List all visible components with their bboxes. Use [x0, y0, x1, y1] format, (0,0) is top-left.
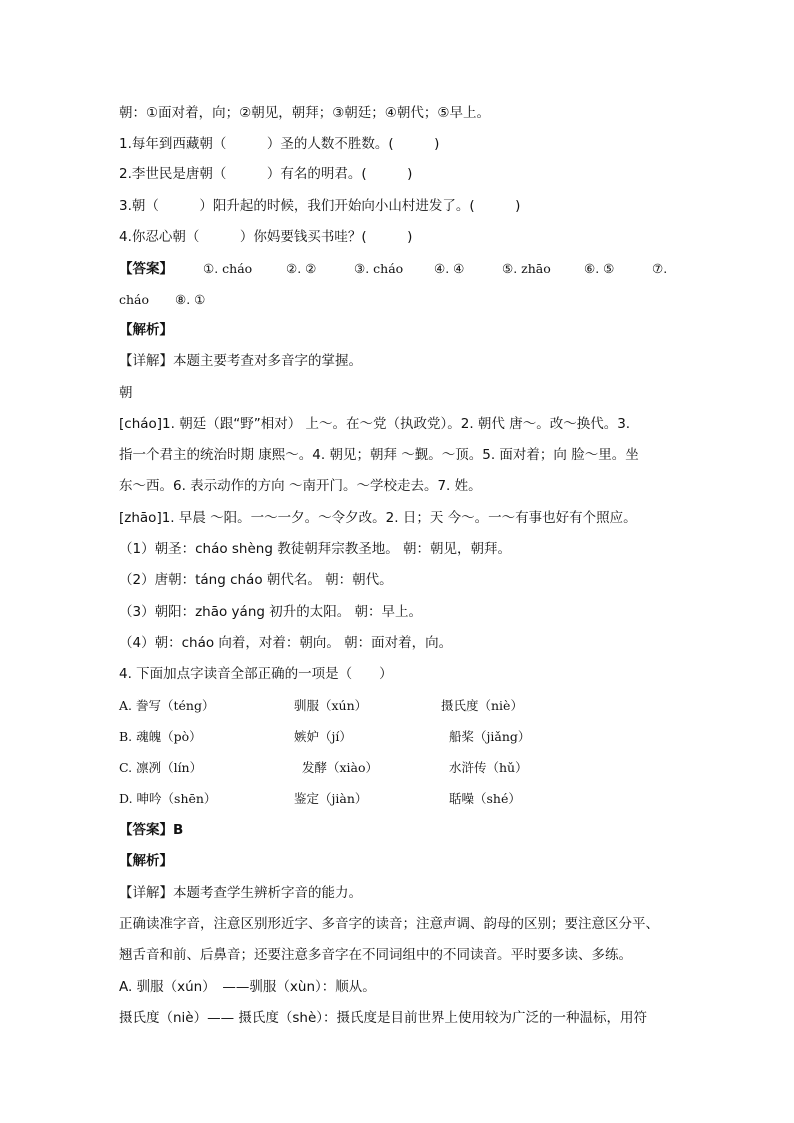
question-line: 4.你忍心朝（ ）你妈要钱买书哇？( ) — [119, 229, 413, 245]
option-a-item: 驯服（xún） — [294, 698, 368, 713]
answer-item: ②. ② — [286, 261, 317, 276]
text-line: （3）朝阳：zhāo yáng 初升的太阳。 朝：早上。 — [119, 604, 423, 620]
analysis-heading: 【解析】 — [119, 322, 173, 338]
text-line: 正确读准字音，注意区别形近字、多音字的读音；注意声调、韵母的区别；要注意区分平、 — [119, 916, 659, 932]
option-a-item: 摄氏度（niè） — [441, 698, 523, 713]
answer-item: ④. ④ — [434, 261, 465, 276]
answer-line: 【答案】B — [119, 822, 184, 838]
option-a-item: A. 誊写（téng） — [119, 698, 215, 713]
answer-item: ⑦. — [652, 261, 668, 276]
option-c-item: C. 凛冽（lín） — [119, 760, 203, 775]
answer-item: cháo — [119, 292, 150, 307]
option-c-item: 水浒传（hǔ） — [449, 760, 528, 775]
analysis-heading: 【解析】 — [119, 853, 173, 869]
text-line: 翘舌音和前、后鼻音；还要注意多音字在不同词组中的不同读音。平时要多读、多练。 — [119, 947, 632, 963]
question-line: 3.朝（ ）阳升起的时候，我们开始向小山村进发了。( ) — [119, 198, 521, 214]
text-line: 指一个君主的统治时期 康熙～。4. 朝见；朝拜 ～觐。～顶。5. 面对着；向 脸～里。坐 — [119, 447, 639, 463]
answer-item: ①. cháo — [203, 261, 253, 276]
text-line: 【详解】本题考查学生辨析字音的能力。 — [119, 885, 362, 901]
answer-item: ③. cháo — [354, 261, 404, 276]
text-line: （4）朝：cháo 向着，对着：朝向。 朝：面对着，向。 — [119, 635, 453, 651]
question-line: 2.李世民是唐朝（ ）有名的明君。( ) — [119, 166, 413, 182]
answer-label: 【答案】 — [119, 261, 173, 277]
answer-item: ⑤. zhāo — [502, 261, 551, 276]
text-line: 东～西。6. 表示动作的方向 ～南开门。～学校走去。7. 姓。 — [119, 478, 482, 494]
text-line: A. 驯服（xún） ——驯服（xùn）：顺从。 — [119, 979, 376, 995]
option-c-item: 发酵（xiào） — [302, 760, 379, 775]
text-line: 朝：①面对着，向；②朝见，朝拜；③朝廷；④朝代；⑤早上。 — [119, 105, 491, 121]
text-line: （1）朝圣：cháo shèng 教徒朝拜宗教圣地。 朝：朝见，朝拜。 — [119, 541, 511, 557]
text-line: 摄氏度（niè）—— 摄氏度（shè）：摄氏度是目前世界上使用较为广泛的一种温标，用符 — [119, 1010, 648, 1026]
option-d-item: D. 呻吟（shēn） — [119, 791, 217, 806]
option-b-item: 嫉妒（jí） — [294, 729, 352, 744]
option-d-item: 鉴定（jiàn） — [294, 791, 368, 806]
text-line: 【详解】本题主要考查对多音字的掌握。 — [119, 353, 362, 369]
option-b-item: B. 魂魄（pò） — [119, 729, 202, 744]
option-b-item: 船桨（jiǎng） — [449, 729, 531, 744]
option-d-item: 聒噪（shé） — [449, 791, 521, 806]
answer-item: ⑧. ① — [175, 292, 206, 307]
answer-item: ⑥. ⑤ — [584, 261, 615, 276]
text-line: （2）唐朝：táng cháo 朝代名。 朝：朝代。 — [119, 572, 393, 588]
text-line: [cháo]1. 朝廷（跟“野”相对） 上～。在～党（执政党）。2. 朝代 唐～。改～换代。3. — [119, 416, 631, 432]
text-line: 朝 — [119, 385, 133, 401]
question-line: 4. 下面加点字读音全部正确的一项是（ ） — [119, 666, 393, 682]
text-line: [zhāo]1. 早晨 ～阳。一～一夕。～令夕改。2. 日；天 今～。一～有事也好有个照应。 — [119, 510, 637, 526]
question-line: 1.每年到西藏朝（ ）圣的人数不胜数。( ) — [119, 136, 440, 152]
